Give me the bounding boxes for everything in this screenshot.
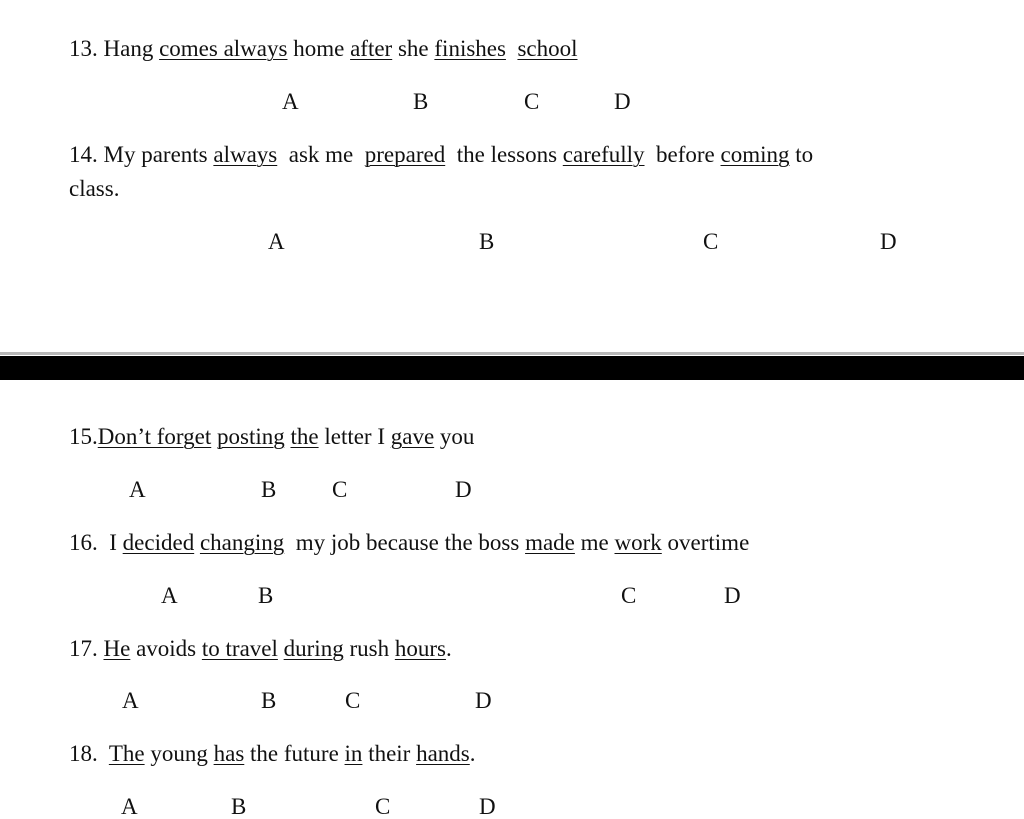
option-label-d: D: [614, 89, 631, 114]
option-label-d: D: [475, 688, 492, 713]
question-18: [69, 742, 476, 765]
word: young: [150, 741, 208, 766]
option-label-b: B: [261, 688, 277, 713]
underlined-option-d: work: [614, 530, 662, 555]
underlined-option-d: coming: [720, 142, 790, 167]
option-label-b: B: [258, 583, 274, 608]
underlined-option-a: Don’t forget: [97, 424, 212, 449]
word: their: [368, 741, 411, 766]
option-label-c: C: [524, 89, 540, 114]
underlined-option-c: in: [344, 741, 363, 766]
word: before: [656, 142, 715, 167]
option-label-d: D: [479, 794, 496, 819]
underlined-option-b: changing: [199, 530, 285, 555]
underlined-option-c: finishes: [434, 36, 506, 61]
option-label-a: A: [161, 583, 178, 608]
option-label-b: B: [479, 229, 495, 254]
option-label-c: C: [332, 477, 348, 502]
question-13: [69, 37, 578, 60]
word: the lessons: [456, 142, 558, 167]
option-label-c: C: [345, 688, 361, 713]
underlined-option-d: hands: [416, 741, 470, 766]
option-label-d: D: [455, 477, 472, 502]
underlined-option-b: has: [213, 741, 245, 766]
option-label-a: A: [121, 794, 138, 819]
option-label-b: B: [413, 89, 429, 114]
option-label-b: B: [261, 477, 277, 502]
word: rush: [349, 636, 390, 661]
word: letter I: [324, 424, 385, 449]
question-number: 15.: [69, 424, 98, 449]
word: my job because the boss: [295, 530, 520, 555]
option-label-a: A: [268, 229, 285, 254]
question-number: 14.: [69, 142, 98, 167]
underlined-option-b: to travel: [201, 636, 278, 661]
underlined-option-d: hours: [394, 636, 446, 661]
option-label-a: A: [282, 89, 299, 114]
question-14: [69, 143, 813, 166]
underlined-option-a: comes always: [159, 36, 288, 61]
word: avoids: [136, 636, 197, 661]
option-label-c: C: [703, 229, 719, 254]
underlined-option-c: the: [290, 424, 319, 449]
underlined-option-d: gave: [390, 424, 435, 449]
word: overtime: [667, 530, 750, 555]
question-15: [69, 425, 474, 448]
underlined-option-a: always: [213, 142, 278, 167]
word: home: [293, 36, 345, 61]
underlined-option-c: made: [525, 530, 575, 555]
question-16: [69, 531, 749, 554]
word: she: [397, 36, 429, 61]
option-label-d: D: [880, 229, 897, 254]
underlined-option-b: posting: [217, 424, 285, 449]
word: ask me: [288, 142, 354, 167]
word: the future: [250, 741, 339, 766]
option-label-c: C: [375, 794, 391, 819]
underlined-option-c: during: [283, 636, 344, 661]
option-label-a: A: [129, 477, 146, 502]
option-label-d: D: [724, 583, 741, 608]
separator-line: [0, 352, 1024, 355]
punctuation: .: [445, 636, 452, 661]
word: I: [109, 530, 117, 555]
question-number: 13.: [69, 36, 98, 61]
question-number: 16.: [69, 530, 98, 555]
question-14-line-2: class.: [69, 176, 120, 201]
punctuation: .: [469, 741, 476, 766]
question-number: 17.: [69, 636, 98, 661]
word: Hang: [103, 36, 154, 61]
question-number: 18.: [69, 741, 98, 766]
option-label-b: B: [231, 794, 247, 819]
word: My parents: [103, 142, 208, 167]
word: me: [580, 530, 609, 555]
word: you: [439, 424, 475, 449]
question-17: [69, 637, 452, 660]
underlined-option-a: The: [108, 741, 145, 766]
underlined-option-b: prepared: [364, 142, 446, 167]
underlined-option-c: carefully: [562, 142, 645, 167]
underlined-option-d: school: [517, 36, 578, 61]
word: to: [795, 142, 814, 167]
separator-bar: [0, 356, 1024, 380]
underlined-option-a: He: [103, 636, 131, 661]
option-label-a: A: [122, 688, 139, 713]
underlined-option-b: after: [350, 36, 393, 61]
underlined-option-a: decided: [122, 530, 195, 555]
option-label-c: C: [621, 583, 637, 608]
